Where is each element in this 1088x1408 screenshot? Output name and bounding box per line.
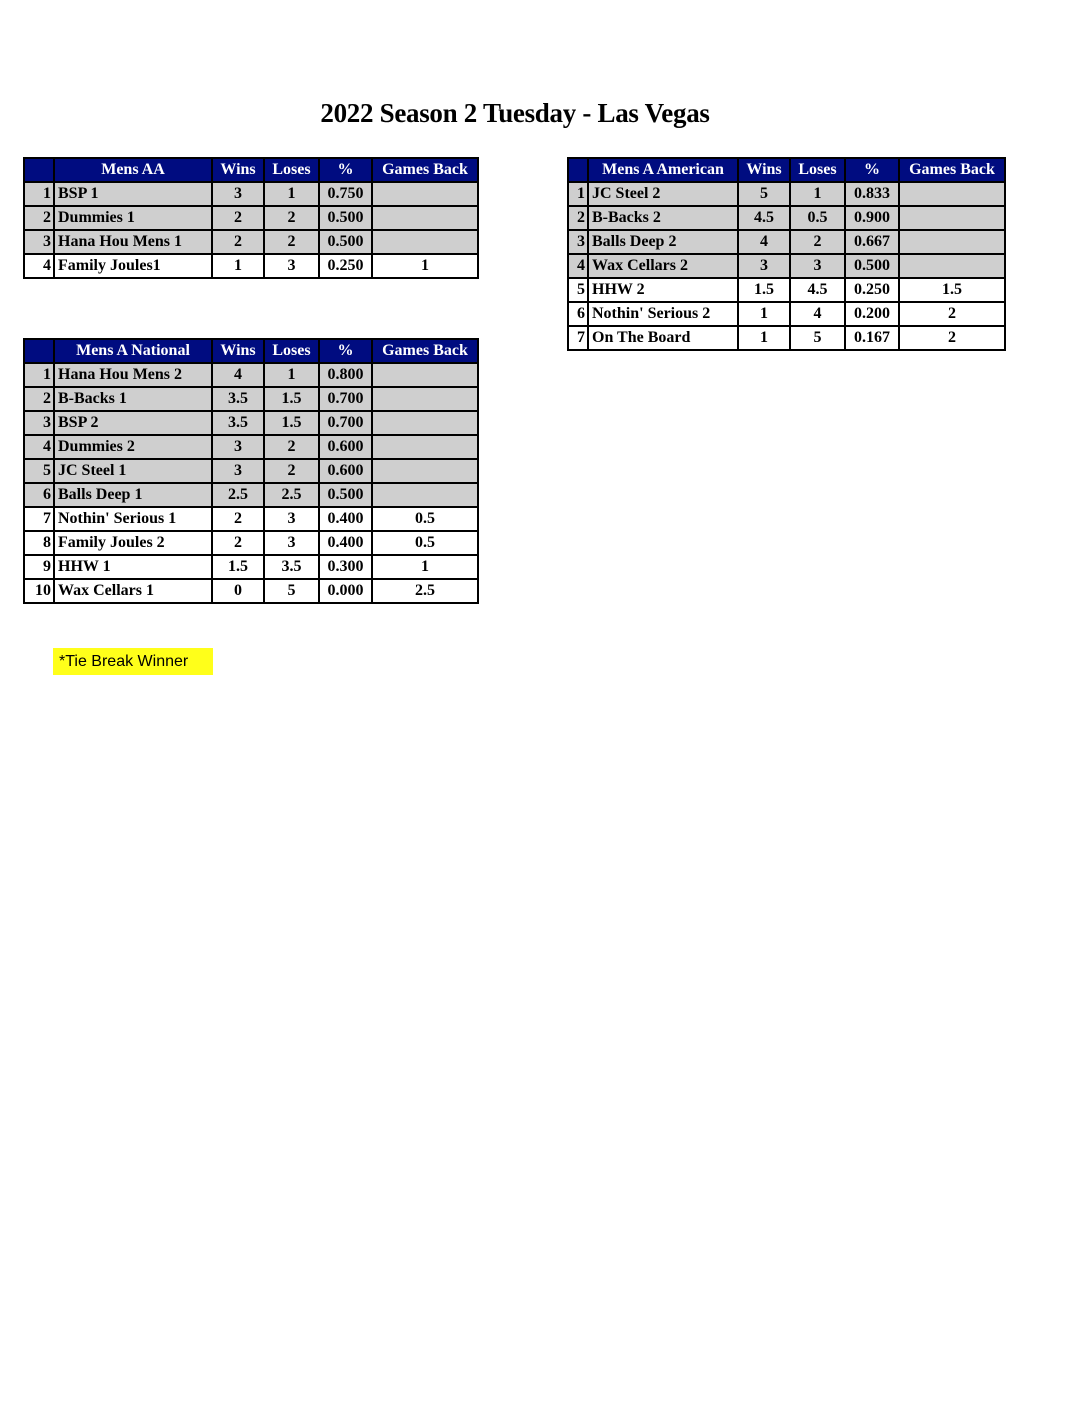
games-back-cell [372, 182, 478, 206]
games-back-cell [372, 387, 478, 411]
games-back-cell: 1 [372, 254, 478, 278]
wins-cell: 3 [212, 182, 264, 206]
team-name-cell: Dummies 1 [54, 206, 212, 230]
games-back-cell [372, 206, 478, 230]
rank-cell: 10 [24, 579, 54, 603]
rank-header [24, 158, 54, 182]
games-back-cell: 2.5 [372, 579, 478, 603]
wins-cell: 2 [212, 531, 264, 555]
wins-cell: 4 [212, 363, 264, 387]
standings-row [24, 363, 478, 387]
loses-cell: 1 [264, 363, 319, 387]
division-name: Mens AA [54, 158, 212, 182]
loses-cell: 1.5 [264, 411, 319, 435]
team-name-cell: B-Backs 1 [54, 387, 212, 411]
loses-header: Loses [790, 158, 845, 182]
games-back-cell [372, 230, 478, 254]
loses-cell: 2 [264, 230, 319, 254]
standings-row [568, 326, 1005, 350]
loses-cell: 2 [790, 230, 845, 254]
team-name-cell: Nothin' Serious 2 [588, 302, 738, 326]
rank-cell: 6 [568, 302, 588, 326]
pct-cell: 0.250 [845, 278, 899, 302]
rank-cell: 7 [24, 507, 54, 531]
standings-row [24, 411, 478, 435]
pct-cell: 0.500 [319, 483, 372, 507]
rank-cell: 8 [24, 531, 54, 555]
pct-cell: 0.600 [319, 459, 372, 483]
loses-cell: 1 [790, 182, 845, 206]
team-name-cell: BSP 1 [54, 182, 212, 206]
tie-break-legend: *Tie Break Winner [53, 648, 213, 675]
rank-cell: 3 [24, 411, 54, 435]
header-row [24, 158, 478, 182]
team-name-cell: Family Joules 2 [54, 531, 212, 555]
games-back-cell [899, 254, 1005, 278]
games-back-header: Games Back [372, 339, 478, 363]
standings-row [568, 254, 1005, 278]
rank-cell: 7 [568, 326, 588, 350]
wins-header: Wins [212, 158, 264, 182]
loses-cell: 3.5 [264, 555, 319, 579]
rank-cell: 9 [24, 555, 54, 579]
standings-row [24, 483, 478, 507]
games-back-cell: 2 [899, 302, 1005, 326]
wins-cell: 4 [738, 230, 790, 254]
pct-header: % [319, 158, 372, 182]
team-name-cell: HHW 2 [588, 278, 738, 302]
standings-row [568, 302, 1005, 326]
wins-cell: 5 [738, 182, 790, 206]
loses-cell: 1.5 [264, 387, 319, 411]
team-name-cell: Balls Deep 1 [54, 483, 212, 507]
rank-cell: 2 [568, 206, 588, 230]
rank-cell: 4 [568, 254, 588, 278]
rank-cell: 1 [24, 182, 54, 206]
games-back-cell [899, 230, 1005, 254]
team-name-cell: BSP 2 [54, 411, 212, 435]
pct-cell: 0.200 [845, 302, 899, 326]
wins-cell: 2 [212, 507, 264, 531]
team-name-cell: Dummies 2 [54, 435, 212, 459]
rank-cell: 6 [24, 483, 54, 507]
standings-row [568, 206, 1005, 230]
division-name: Mens A National [54, 339, 212, 363]
team-name-cell: Wax Cellars 2 [588, 254, 738, 278]
team-name-cell: HHW 1 [54, 555, 212, 579]
wins-cell: 4.5 [738, 206, 790, 230]
mens-aa-standings-table [23, 157, 479, 279]
team-name-cell: Nothin' Serious 1 [54, 507, 212, 531]
team-name-cell: Family Joules1 [54, 254, 212, 278]
rank-cell: 1 [568, 182, 588, 206]
standings-row [24, 531, 478, 555]
pct-cell: 0.900 [845, 206, 899, 230]
loses-cell: 4.5 [790, 278, 845, 302]
loses-header: Loses [264, 339, 319, 363]
pct-cell: 0.500 [319, 206, 372, 230]
standings-row [568, 230, 1005, 254]
loses-cell: 4 [790, 302, 845, 326]
rank-cell: 5 [568, 278, 588, 302]
games-back-header: Games Back [372, 158, 478, 182]
team-name-cell: JC Steel 1 [54, 459, 212, 483]
team-name-cell: Hana Hou Mens 2 [54, 363, 212, 387]
loses-cell: 3 [264, 507, 319, 531]
games-back-cell: 0.5 [372, 507, 478, 531]
wins-cell: 3 [212, 435, 264, 459]
games-back-cell [372, 459, 478, 483]
mens-a-national-standings-table [23, 338, 479, 604]
loses-cell: 2.5 [264, 483, 319, 507]
rank-header [568, 158, 588, 182]
standings-row [568, 182, 1005, 206]
header-row [24, 339, 478, 363]
loses-cell: 5 [790, 326, 845, 350]
rank-cell: 4 [24, 435, 54, 459]
wins-cell: 1.5 [212, 555, 264, 579]
wins-cell: 2 [212, 206, 264, 230]
team-name-cell: Hana Hou Mens 1 [54, 230, 212, 254]
wins-cell: 3.5 [212, 387, 264, 411]
games-back-cell: 1.5 [899, 278, 1005, 302]
pct-cell: 0.167 [845, 326, 899, 350]
pct-cell: 0.600 [319, 435, 372, 459]
games-back-header: Games Back [899, 158, 1005, 182]
pct-cell: 0.000 [319, 579, 372, 603]
loses-cell: 2 [264, 206, 319, 230]
standings-row [24, 254, 478, 278]
page-title: 2022 Season 2 Tuesday - Las Vegas [320, 98, 710, 128]
loses-cell: 2 [264, 435, 319, 459]
pct-header: % [845, 158, 899, 182]
pct-cell: 0.500 [845, 254, 899, 278]
pct-cell: 0.300 [319, 555, 372, 579]
pct-cell: 0.700 [319, 411, 372, 435]
wins-cell: 3.5 [212, 411, 264, 435]
games-back-cell [899, 182, 1005, 206]
loses-cell: 3 [790, 254, 845, 278]
pct-cell: 0.833 [845, 182, 899, 206]
standings-row [24, 507, 478, 531]
wins-cell: 2 [212, 230, 264, 254]
pct-cell: 0.400 [319, 531, 372, 555]
rank-cell: 5 [24, 459, 54, 483]
games-back-cell [372, 363, 478, 387]
standings-row [568, 278, 1005, 302]
pct-cell: 0.250 [319, 254, 372, 278]
rank-cell: 2 [24, 387, 54, 411]
standings-row [24, 206, 478, 230]
standings-row [24, 435, 478, 459]
loses-header: Loses [264, 158, 319, 182]
team-name-cell: JC Steel 2 [588, 182, 738, 206]
pct-cell: 0.667 [845, 230, 899, 254]
pct-header: % [319, 339, 372, 363]
loses-cell: 3 [264, 531, 319, 555]
wins-header: Wins [212, 339, 264, 363]
loses-cell: 0.5 [790, 206, 845, 230]
division-name: Mens A American [588, 158, 738, 182]
wins-cell: 0 [212, 579, 264, 603]
standings-row [24, 459, 478, 483]
loses-cell: 2 [264, 459, 319, 483]
games-back-cell [372, 483, 478, 507]
wins-cell: 3 [212, 459, 264, 483]
wins-cell: 2.5 [212, 483, 264, 507]
rank-header [24, 339, 54, 363]
games-back-cell [899, 206, 1005, 230]
standings-row [24, 555, 478, 579]
wins-header: Wins [738, 158, 790, 182]
games-back-cell [372, 435, 478, 459]
team-name-cell: Balls Deep 2 [588, 230, 738, 254]
wins-cell: 1 [212, 254, 264, 278]
rank-cell: 2 [24, 206, 54, 230]
rank-cell: 4 [24, 254, 54, 278]
loses-cell: 5 [264, 579, 319, 603]
wins-cell: 1 [738, 302, 790, 326]
games-back-cell: 1 [372, 555, 478, 579]
wins-cell: 1 [738, 326, 790, 350]
games-back-cell [372, 411, 478, 435]
standings-row [24, 182, 478, 206]
team-name-cell: On The Board [588, 326, 738, 350]
games-back-cell: 2 [899, 326, 1005, 350]
loses-cell: 3 [264, 254, 319, 278]
loses-cell: 1 [264, 182, 319, 206]
games-back-cell: 0.5 [372, 531, 478, 555]
pct-cell: 0.750 [319, 182, 372, 206]
rank-cell: 3 [24, 230, 54, 254]
team-name-cell: Wax Cellars 1 [54, 579, 212, 603]
standings-row [24, 579, 478, 603]
mens-a-american-standings-table [567, 157, 1006, 351]
header-row [568, 158, 1005, 182]
standings-row [24, 387, 478, 411]
pct-cell: 0.500 [319, 230, 372, 254]
rank-cell: 1 [24, 363, 54, 387]
rank-cell: 3 [568, 230, 588, 254]
wins-cell: 3 [738, 254, 790, 278]
pct-cell: 0.400 [319, 507, 372, 531]
pct-cell: 0.700 [319, 387, 372, 411]
team-name-cell: B-Backs 2 [588, 206, 738, 230]
wins-cell: 1.5 [738, 278, 790, 302]
standings-row [24, 230, 478, 254]
pct-cell: 0.800 [319, 363, 372, 387]
